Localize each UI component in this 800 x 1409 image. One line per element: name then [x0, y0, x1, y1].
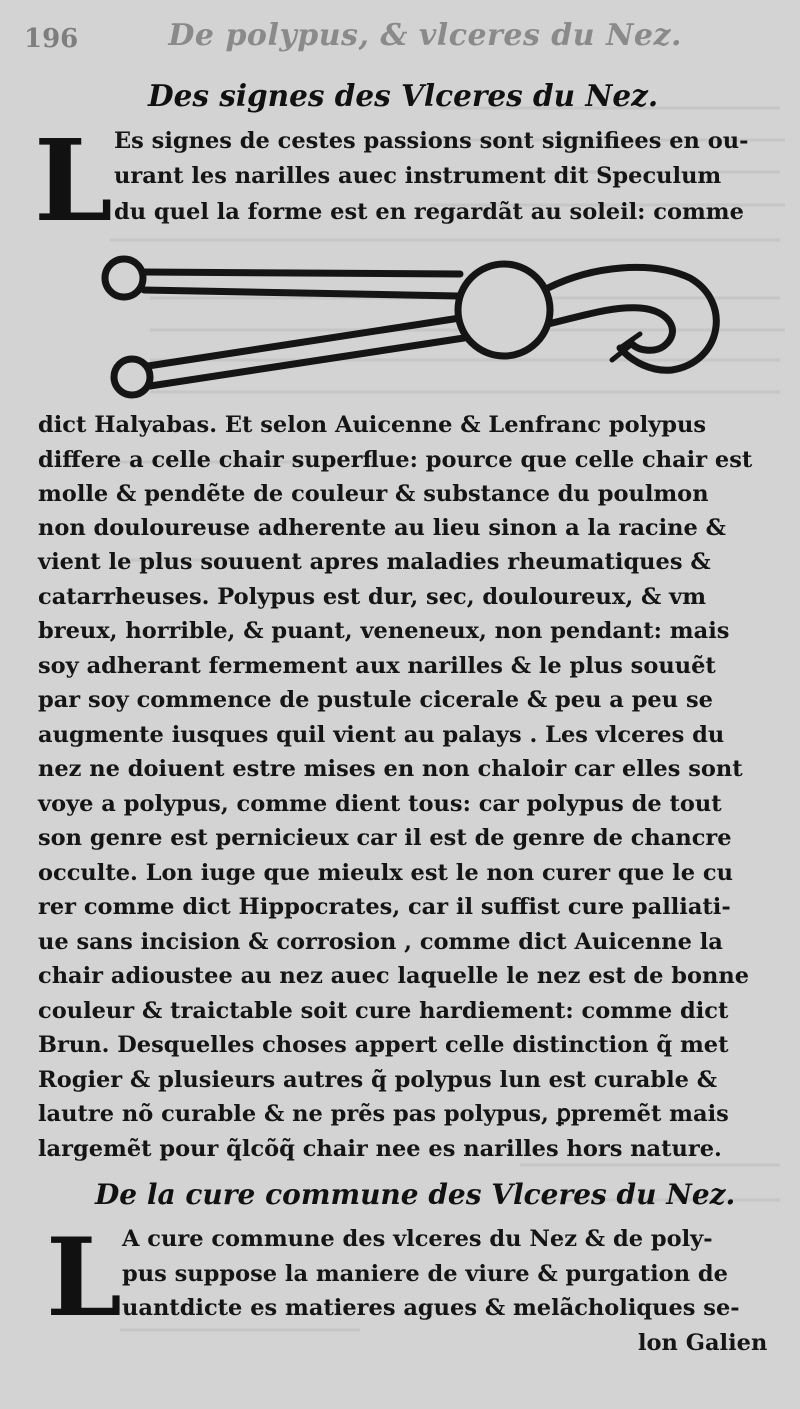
text-line: Es signes de cestes passions sont signifiees en ou- — [114, 128, 749, 154]
text-line: couleur & traictable soit cure hardiement: comme dict — [38, 998, 729, 1024]
text-line: breux, horrible, & puant, veneneux, non pendant: mais — [38, 618, 730, 644]
text-line: par soy commence de pustule cicerale & peu a peu se — [38, 687, 713, 713]
drop-cap-1: L — [34, 116, 113, 247]
text-line: lautre nõ curable & ne prẽs pas polypus, ꝑpremẽt mais — [38, 1101, 729, 1127]
text-line: dict Halyabas. Et selon Auicenne & Lenfranc polypus — [38, 412, 707, 438]
text-line: largemẽt pour q̃lcõq̃ chair nee es narilles hors nature. — [38, 1136, 722, 1162]
drop-cap-2: L — [46, 1215, 122, 1341]
text-line: differe a celle chair superflue: pource que celle chair est — [38, 447, 753, 473]
text-line: chair adioustee au nez auec laquelle le nez est de bonne — [38, 963, 750, 989]
section-heading: Des signes des Vlceres du Nez. — [148, 78, 659, 113]
text-line: Rogier & plusieurs autres q̃ polypus lun est curable & — [38, 1067, 718, 1093]
text-line: du quel la forme est en regardãt au soleil: comme — [114, 199, 744, 225]
text-line: nez ne doiuent estre mises en non chaloir car elles sont — [38, 756, 743, 782]
text-line: voye a polypus, comme dient tous: car polypus de tout — [38, 791, 722, 817]
text-line: pus suppose la maniere de viure & purgation de — [122, 1261, 728, 1287]
section-subheading: De la cure commune des Vlceres du Nez. — [95, 1178, 736, 1211]
text-line: A cure commune des vlceres du Nez & de poly- — [122, 1226, 713, 1252]
text-line: vient le plus souuent apres maladies rheumatiques & — [38, 549, 711, 575]
text-line: augmente iusques quil vient au palays . Les vlceres du — [38, 722, 725, 748]
text-line: Brun. Desquelles choses appert celle distinction q̃ met — [38, 1032, 729, 1058]
running-head: De polypus, & vlceres du Nez. — [168, 18, 682, 53]
text-line: occulte. Lon iuge que mieulx est le non curer que le cu — [38, 860, 733, 886]
text-line: urant les narilles auec instrument dit Speculum — [114, 163, 722, 189]
page-folio: 196 — [24, 24, 79, 54]
text-line: catarrheuses. Polypus est dur, sec, douloureux, & vm — [38, 584, 707, 610]
text-line: molle & pendẽte de couleur & substance du poulmon — [38, 481, 709, 507]
text-line: soy adherant fermement aux narilles & le plus souuẽt — [38, 653, 716, 679]
text-line: non douloureuse adherente au lieu sinon a la racine & — [38, 515, 726, 541]
speculum-instrument-icon — [92, 252, 722, 400]
text-line: rer comme dict Hippocrates, car il suffist cure palliati- — [38, 894, 731, 920]
text-line: uantdicte es matieres agues & melãcholiques se- — [122, 1295, 740, 1321]
text-line: lon Galien — [638, 1330, 768, 1356]
text-line: ue sans incision & corrosion , comme dict Auicenne la — [38, 929, 723, 955]
text-line: son genre est pernicieux car il est de genre de chancre — [38, 825, 732, 851]
